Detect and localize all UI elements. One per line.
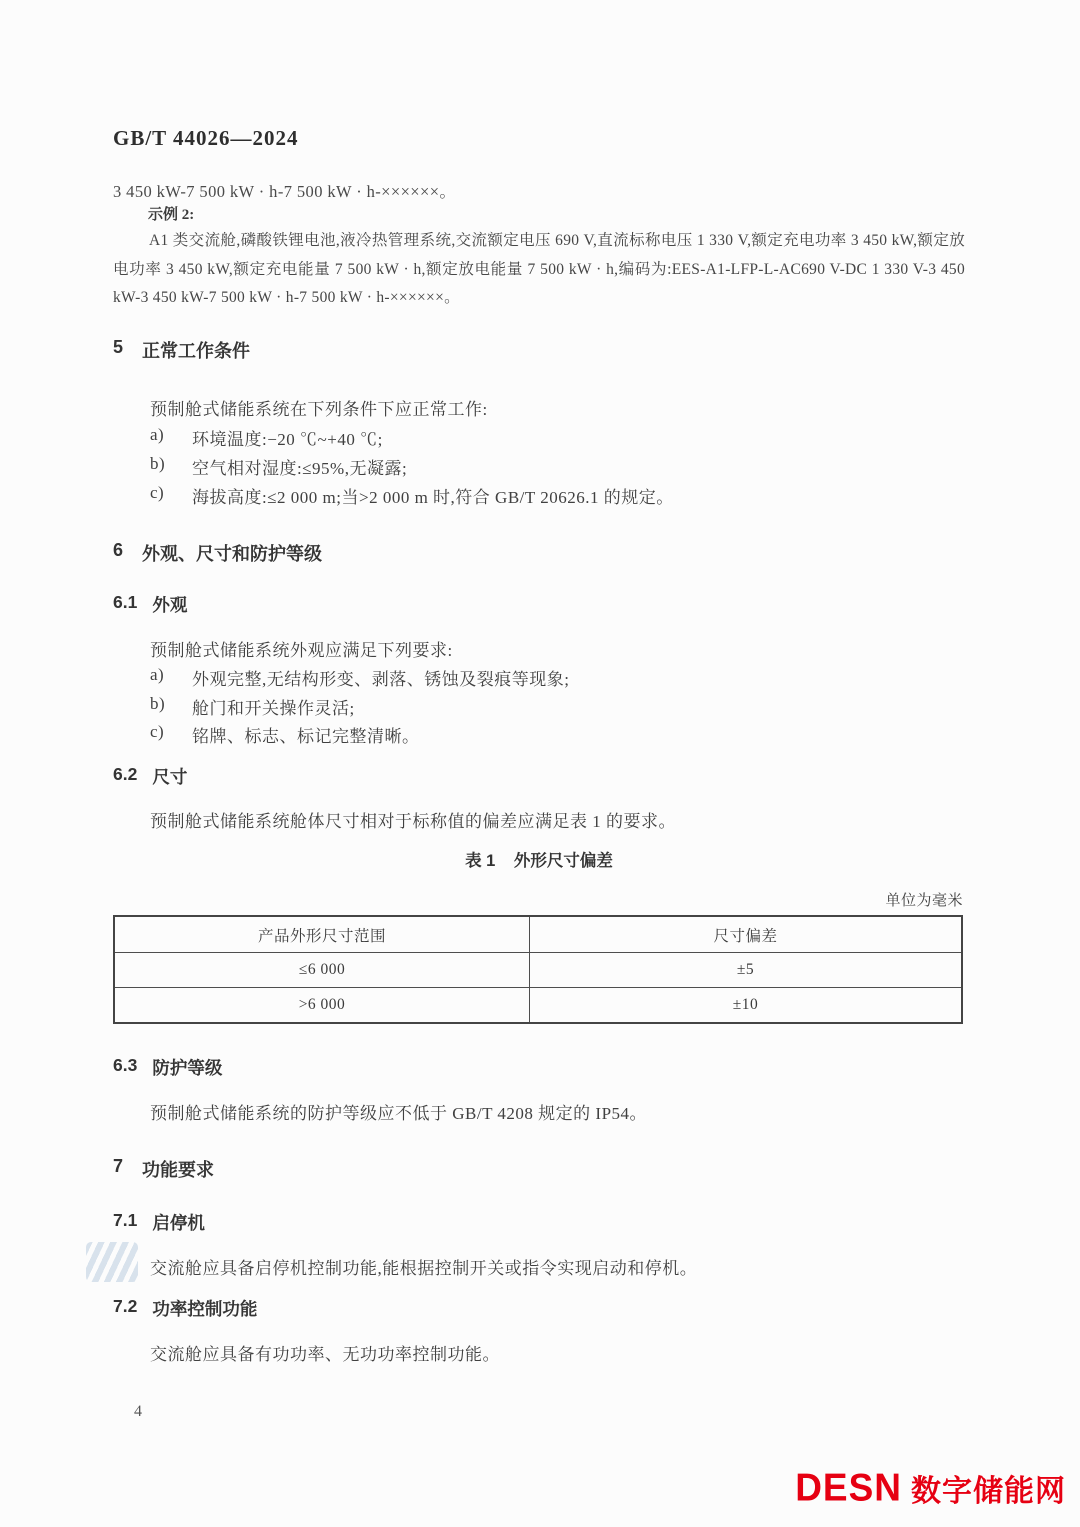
section-heading-5 [113, 337, 250, 363]
table-header-cell: 尺寸偏差 [530, 916, 962, 953]
list-item [150, 665, 569, 690]
list-text: 铭牌、标志、标记完整清晰。 [192, 727, 420, 746]
section-title: 正常工作条件 [142, 341, 251, 361]
page-number: 4 [134, 1403, 142, 1420]
example2-label: 示例 2: [148, 207, 195, 223]
section-heading-6 [113, 540, 322, 566]
table-cell: >6 000 [114, 988, 530, 1024]
desn-logo-latin: DESN [795, 1465, 902, 1509]
sec5-intro: 预制舱式储能系统在下列条件下应正常工作: [150, 400, 488, 419]
table-header-row [114, 916, 962, 953]
list-item [150, 483, 674, 508]
list-marker: b) [150, 694, 166, 713]
list-text: 空气相对湿度:≤95%,无凝露; [192, 459, 408, 478]
table1-unit-note: 单位为毫米 [885, 893, 963, 909]
list-text: 环境温度:−20 ℃~+40 ℃; [192, 430, 383, 449]
section-heading-7 [113, 1156, 214, 1182]
section-number: 7.2 [113, 1296, 138, 1316]
list-item [150, 722, 420, 747]
list-marker: c) [150, 722, 165, 741]
table-header-cell: 产品外形尺寸范围 [114, 916, 530, 953]
dimension-deviation-table [113, 915, 963, 1024]
list-item [150, 454, 407, 479]
section-heading-7-2 [113, 1296, 257, 1321]
section-title: 功率控制功能 [152, 1299, 258, 1319]
sec72-para: 交流舱应具备有功功率、无功功率控制功能。 [150, 1345, 500, 1364]
table-cell: ±5 [530, 953, 962, 988]
section-title: 防护等级 [152, 1058, 223, 1078]
section-title: 外观、尺寸和防护等级 [142, 544, 323, 564]
list-text: 舱门和开关操作灵活; [192, 699, 355, 718]
table-caption-title: 外形尺寸偏差 [513, 852, 613, 870]
table-row [114, 988, 962, 1024]
table-caption-label: 表 1 [465, 852, 496, 870]
sec61-intro: 预制舱式储能系统外观应满足下列要求: [150, 641, 453, 660]
example2-text: A1 类交流舱,磷酸铁锂电池,液冷热管理系统,交流额定电压 690 V,直流标称电压 1 330 V,额定充电功率 3 450 kW,额定放电功率 3 450 kW,额定充电能量 7 500 kW · h,额定放电能量 7 500 kW · h,编码为:EES-A1-LFP-L-AC690 V-DC 1 330 V-3 450 kW-3 450 kW-7 500 kW · h-7 500 kW · h-××××××。 [113, 232, 965, 306]
section-number: 6 [113, 540, 124, 560]
sec62-para: 预制舱式储能系统舱体尺寸相对于标称值的偏差应满足表 1 的要求。 [150, 812, 676, 831]
table-row [114, 953, 962, 988]
table-cell: ±10 [530, 988, 962, 1024]
list-text: 海拔高度:≤2 000 m;当>2 000 m 时,符合 GB/T 20626.1 的规定。 [192, 488, 674, 507]
section-number: 6.3 [113, 1055, 138, 1075]
section-heading-7-1 [113, 1210, 205, 1235]
section-number: 5 [113, 337, 124, 357]
section-number: 7 [113, 1156, 124, 1176]
list-text: 外观完整,无结构形变、剥落、锈蚀及裂痕等现象; [192, 670, 570, 689]
table-cell: ≤6 000 [114, 953, 530, 988]
list-marker: c) [150, 483, 165, 502]
section-number: 6.2 [113, 764, 138, 784]
watermark-stamp [86, 1242, 138, 1282]
list-marker: a) [150, 425, 165, 444]
section-number: 6.1 [113, 592, 138, 612]
code-continuation-line: 3 450 kW-7 500 kW · h-7 500 kW · h-××××××。 [113, 182, 457, 201]
standard-number: GB/T 44026—2024 [113, 126, 299, 150]
section-title: 尺寸 [152, 767, 188, 787]
table1-caption [113, 847, 965, 871]
desn-logo [795, 1466, 1066, 1510]
section-heading-6-3 [113, 1055, 222, 1080]
section-heading-6-2 [113, 764, 187, 789]
list-item [150, 694, 355, 719]
sec63-para: 预制舱式储能系统的防护等级应不低于 GB/T 4208 规定的 IP54。 [150, 1104, 648, 1123]
sec71-para: 交流舱应具备启停机控制功能,能根据控制开关或指令实现启动和停机。 [150, 1259, 698, 1278]
section-heading-6-1 [113, 592, 187, 617]
section-number: 7.1 [113, 1210, 138, 1230]
section-title: 功能要求 [142, 1160, 215, 1180]
list-item [150, 425, 383, 450]
section-title: 启停机 [152, 1213, 205, 1233]
section-title: 外观 [152, 595, 188, 615]
list-marker: a) [150, 665, 165, 684]
list-marker: b) [150, 454, 166, 473]
desn-logo-chinese: 数字储能网 [911, 1475, 1066, 1508]
